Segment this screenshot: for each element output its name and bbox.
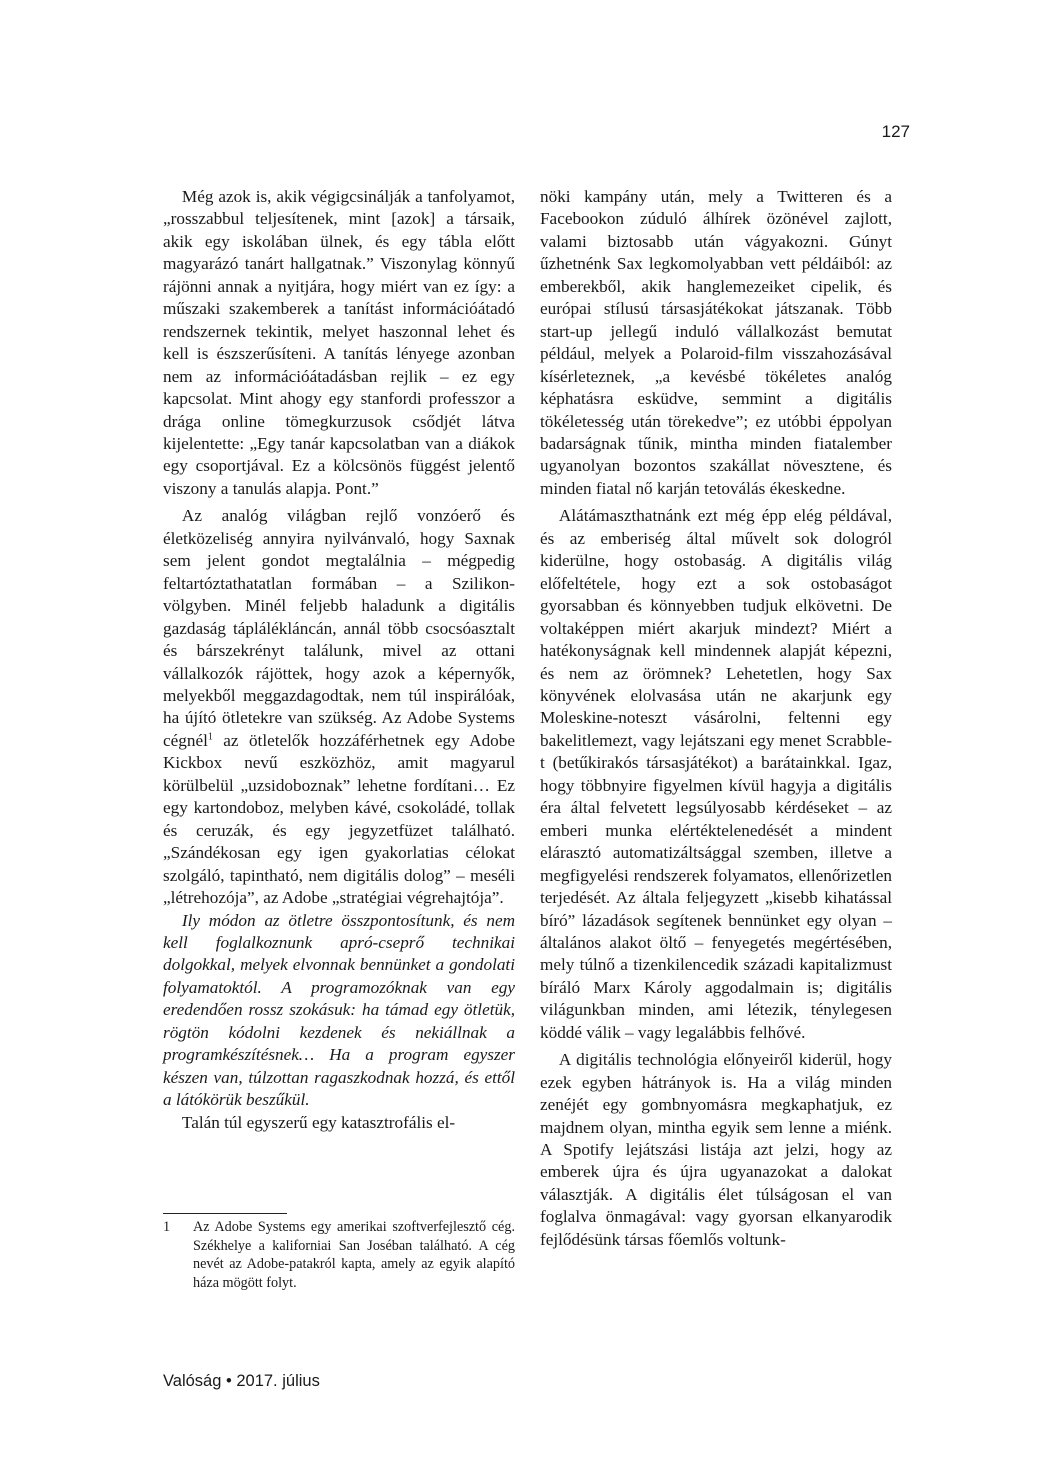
paragraph: Talán túl egyszerű egy katasztrofális el- — [181, 1112, 456, 1132]
page-number: 127 — [881, 122, 910, 141]
footnote-divider — [163, 1213, 287, 1214]
footnote — [163, 1218, 515, 1292]
footnote-number: 1 — [163, 1219, 171, 1235]
paragraph-text: Az analóg világban rejlő vonzóerő és életközeliség annyira nyilvánvaló, hogy Saxnak sem jelent gondot megtalálnia – mégpedig feltartóztathatatlan formában – a Szilikon-völgyben. Minél feljebb haladunk a digitális gazdaság táplálékláncán, annál több csocsóasztalt és bárszekrényt találunk, mivel az ottani vállalkozók rájöttek, hogy azok a képernyők, melyekből meggazdagodtak, nem túl inspirálóak, ha újító ötletekre van szükség. Az Adobe Systems cégnél — [163, 506, 515, 750]
paragraph: Még azok is, akik végigcsinálják a tanfolyamot, „rosszabbul teljesítenek, mint [azok] a társaik, akik egy iskolában ülnek, és egy tábla előtt magyarázó tanárt hallgatnak.” Viszonylag könnyű rájönni annak a nyitjára, hogy miért van ez így: a műszaki szakemberek a tanítást információátadó rendszernek tekintik, melyet haszonnal lehet és kell is észszerűsíteni. A tanítás lényege azonban nem az információátadásban rejlik – ez egy kapcsolat. Mint ahogy egy stanfordi professzor a drága online tömegkurzusok csődjét látva kijelentette: „Egy tanár kapcsolatban van a diákok egy csoportjával. Ez a kölcsönös függést jelentő viszony a tanulás alapja. Pont.” — [163, 187, 515, 498]
paragraph: Alátámaszthatnánk ezt még épp elég példával, és az emberiség által művelt sok dologról kiderülne, hogy ostobaság. A digitális világ előfeltétele, hogy ezt a sok ostobaságot gyorsabban és könnyebben tudjuk elkövetni. De voltaképpen miért akarjuk mindezt? Miért a hatékonyságnak kell mindennek alapját képezni, és nem az örömnek? Lehetetlen, hogy Sax könyvének elolvasása után ne akarjunk egy Moleskine-noteszt vásárolni, feltenni egy bakelitlemezt, vagy lejátszani egy menet Scrabble-t (betűkirakós társasjátékot) a barátainkkal. Igaz, hogy többnyire figyelmen kívül hagyja a digitális éra által felvetett legsúlyosabb kérdéseket – az emberi munka elértéktelenedését a mindent elárasztó automatizáltsággal szemben, illetve a megfigyelési rendszerek folyamatos, ellenőrizetlen terjedését. Az általa feljegyzett „kisebb kihatással bíró” lázadások segítenek bennünket egy olyan – általános alakot öltő – fenyegetés megértésében, mely túlnő a tizenkilencedik századi kapitalizmust bíráló Marx Károly aggodalmain is; digitális világunkban minden, ami létezik, ténylegesen köddé válik – vagy legalábbis felhővé. — [540, 506, 892, 1042]
paragraph-text: az ötletelők hozzáférhetnek egy Adobe Kickbox nevű eszközhöz, amit magyarul körülbelül „uzsidoboznak” lehetne fordítani… Ez egy kartondoboz, melyben kávé, csokoládé, tollak és ceruzák, és egy jegyzetfüzet található. „Szándékosan egy igen gyakorlatias célokat szolgáló, tapintható, nem digitális dolog” – meséli „létrehozója”, az Adobe „stratégiai végrehajtója”. — [163, 730, 515, 908]
left-column — [163, 186, 515, 1134]
paragraph: nöki kampány után, mely a Twitteren és a Facebookon zúduló álhírek özönével zajlott, valami biztosabb után vágyakozni. Gúnyt űzhetnénk Sax legkomolyabban vett példáiból: az emberekből, akik hanglemezeiket cipelik, és európai stílusú társasjátékokat játszanak. Több start-up jellegű induló vállalkozást bemutat például, melyek a Polaroid-film visszahozásával kísérleteznek, „a kevésbé tökéletes analóg képhatásra esküdve, semmint a digitális tökéletesség után törekedve”; ez utóbbi éppolyan badarságnak tűnik, mintha minden fiatalember ugyanolyan bozontos szakállat növesztene, és minden fiatal nő karján tetoválás ékeskedne. — [540, 187, 892, 498]
footer-journal: Valóság • 2017. július — [163, 1372, 320, 1390]
footnote-text: Az Adobe Systems egy amerikai szoftverfejlesztő cég. Székhelye a kaliforniai San Joséban található. A cég nevét az Adobe-patakról kapta, amely az egyik alapító háza mögött folyt. — [193, 1219, 515, 1291]
footnote-marker: 1 — [207, 731, 213, 743]
paragraph: A digitális technológia előnyeiről kiderül, hogy ezek egyben hátrányok is. Ha a világ minden zenéjét egy gombnyomásra megkaphatjuk, ez majdnem olyan, mintha egyik sem lenne a miénk. A Spotify lejátszási listája azt jelzi, hogy az emberek újra és újra ugyanazokat a dalokat választják. A digitális élet túlságosan el van foglalva önmagával: vagy gyorsan elkanyarodik fejlődésünk társas főemlős voltunk- — [540, 1050, 892, 1249]
right-column — [540, 186, 892, 1251]
paragraph — [163, 505, 515, 909]
italic-quote: Ily módon az ötletre összpontosítunk, és nem kell foglalkoznunk apró-cseprő technikai dolgokkal, melyek elvonnak bennünket a gondolati folyamatoktól. A programozóknak van egy eredendően rossz szokásuk: ha támad egy ötletük, rögtön kódolni kezdenek és nekiállnak a programkészítésnek… Ha a program egyszer készen van, túlzottan ragaszkodnak hozzá, és ettől a látókörük beszűkül. — [163, 910, 515, 1110]
